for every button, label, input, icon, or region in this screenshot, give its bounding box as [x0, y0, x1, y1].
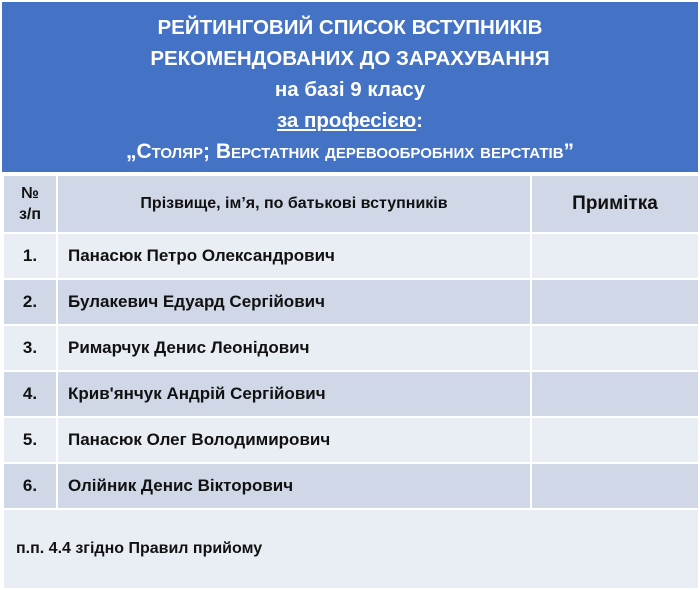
column-header-number-line2: з/п: [18, 206, 42, 223]
profession-colon: :: [416, 109, 423, 132]
table-row: [3, 371, 699, 417]
table-footer-row: [3, 509, 699, 589]
table-row: [3, 325, 699, 371]
column-header-note: Примітка: [531, 175, 699, 233]
table-row: [3, 463, 699, 509]
row-number: 2.: [3, 279, 57, 325]
applicant-name: Панасюк Олег Володимирович: [57, 417, 531, 463]
applicant-name: Римарчук Денис Леонідович: [57, 325, 531, 371]
row-number: 5.: [3, 417, 57, 463]
footer-note: п.п. 4.4 згідно Правил прийому: [3, 509, 699, 589]
column-header-number: [3, 175, 57, 233]
table-row: [3, 417, 699, 463]
applicant-name: Булакевич Едуард Сергійович: [57, 279, 531, 325]
row-number: 1.: [3, 233, 57, 279]
column-header-number-line1: №: [21, 185, 39, 202]
title-line-3: на базі 9 класу: [274, 78, 426, 101]
row-note: [531, 463, 699, 509]
table-header-row: [3, 175, 699, 233]
title-line-4: [2, 105, 698, 136]
title-line-1: РЕЙТИНГОВИЙ СПИСОК ВСТУПНИКІВ: [157, 16, 543, 39]
title-banner: [2, 2, 698, 172]
profession-name: „Столяр; Верстатник деревообробних верстатів”: [125, 140, 575, 163]
applicant-name: Олійник Денис Вікторович: [57, 463, 531, 509]
applicant-name: Крив'янчук Андрій Сергійович: [57, 371, 531, 417]
row-number: 6.: [3, 463, 57, 509]
profession-label: за професією: [277, 109, 417, 132]
table-row: [3, 279, 699, 325]
row-note: [531, 417, 699, 463]
row-note: [531, 325, 699, 371]
title-line-2: РЕКОМЕНДОВАНИХ ДО ЗАРАХУВАННЯ: [150, 47, 550, 70]
applicant-name: Панасюк Петро Олександрович: [57, 233, 531, 279]
row-number: 3.: [3, 325, 57, 371]
applicants-table: [2, 174, 700, 590]
table-row: [3, 233, 699, 279]
row-note: [531, 279, 699, 325]
column-header-name: Прізвище, ім’я, по батькові вступників: [57, 175, 531, 233]
row-number: 4.: [3, 371, 57, 417]
row-note: [531, 233, 699, 279]
row-note: [531, 371, 699, 417]
